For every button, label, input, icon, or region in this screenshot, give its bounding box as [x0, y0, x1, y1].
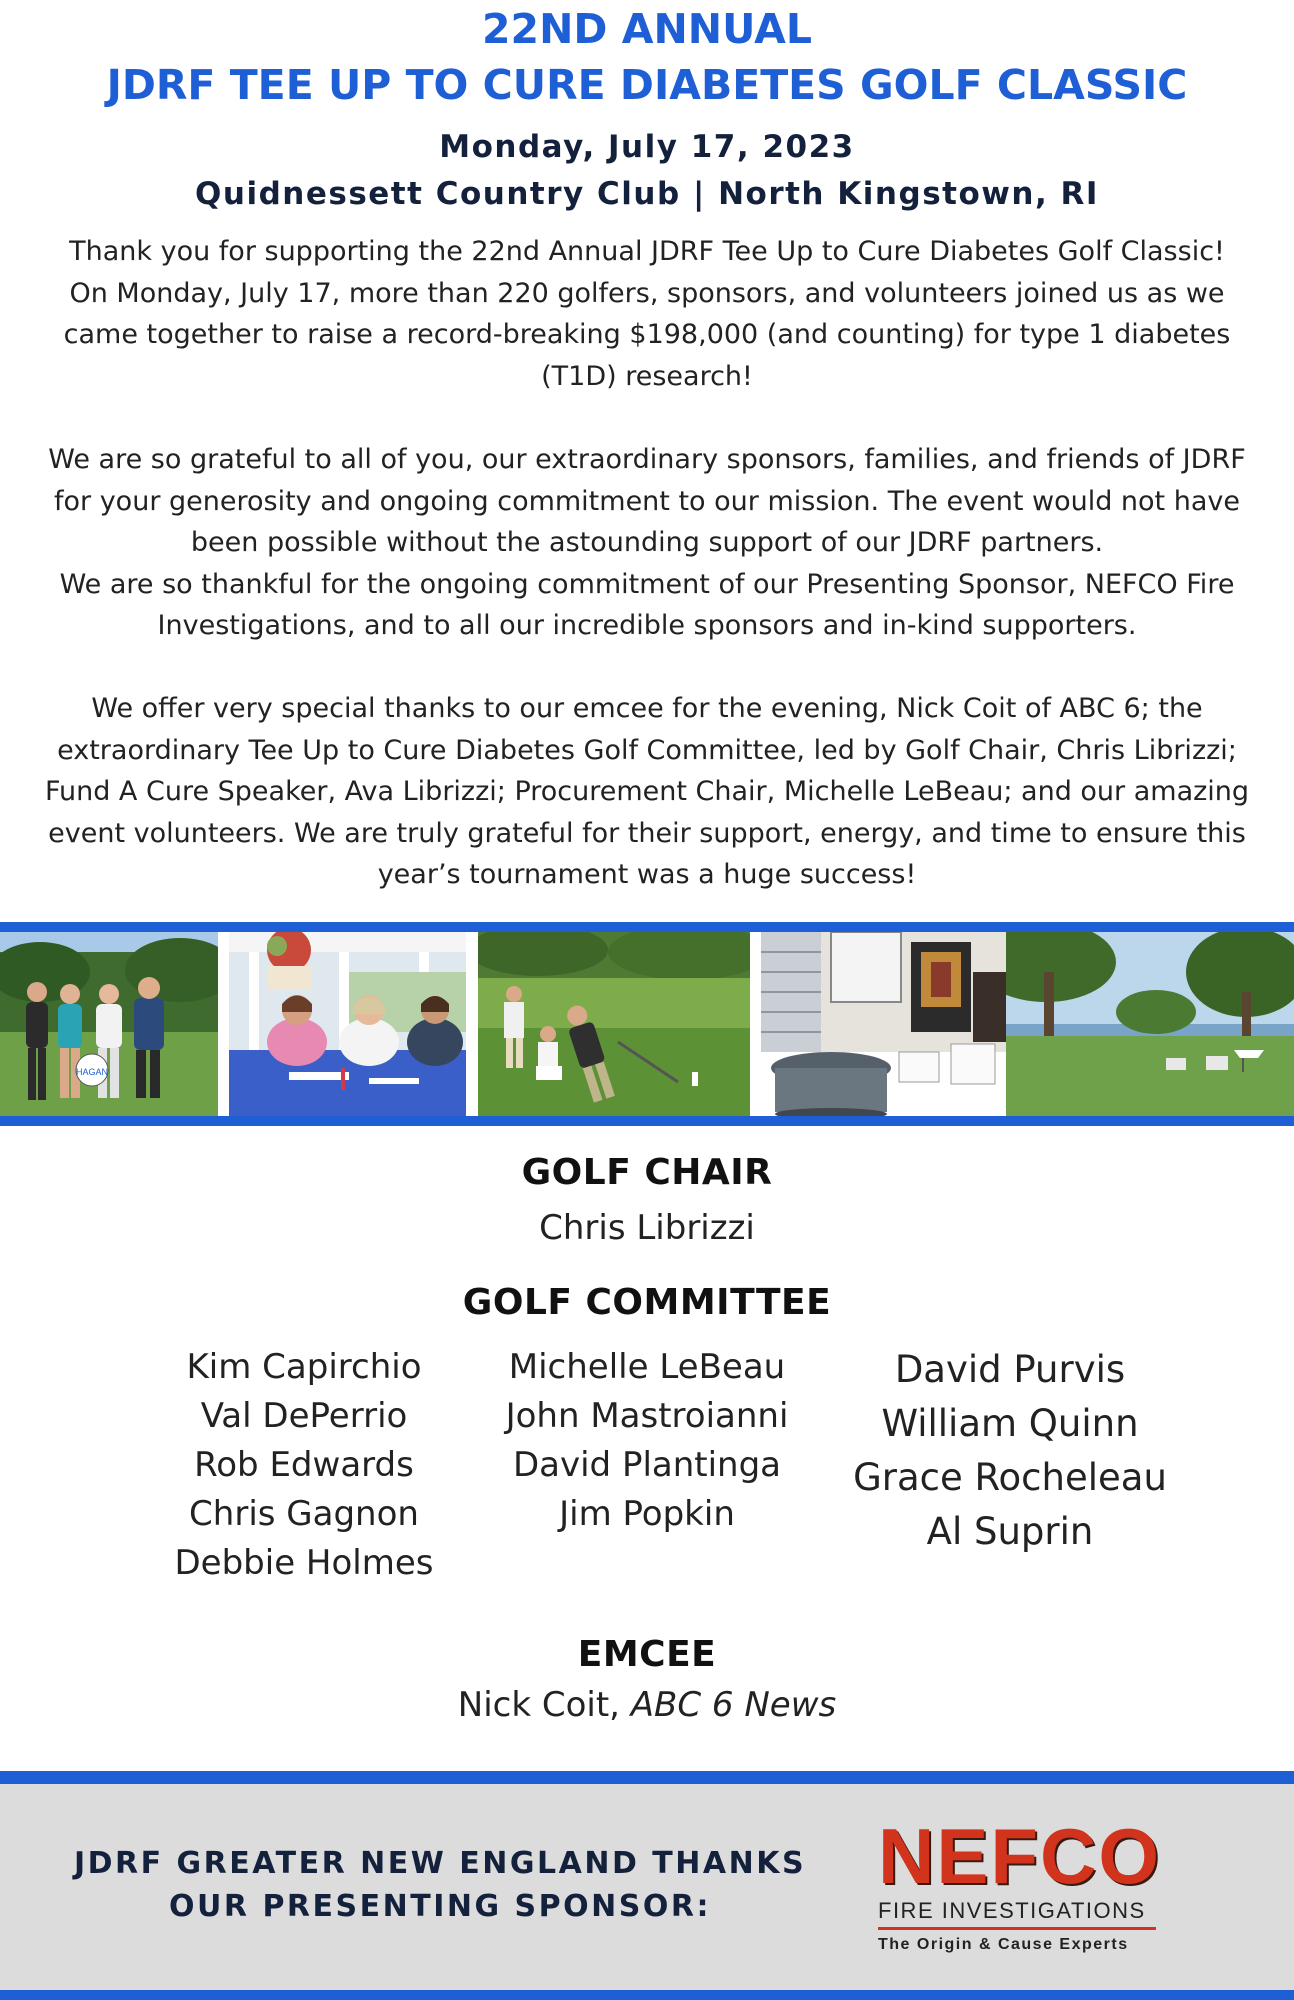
event-date: Monday, July 17, 2023 — [439, 129, 855, 165]
photo-golfers-group — [0, 932, 218, 1116]
golf-committee-heading: GOLF COMMITTEE — [462, 1282, 832, 1323]
emcee-outlet: ABC 6 News — [630, 1685, 837, 1725]
nefco-logo — [878, 1812, 1168, 1960]
intro-paragraph — [0, 231, 1294, 397]
text-line: for your generosity and ongoing commitment to our mission. The event would not have — [54, 485, 1240, 517]
committee-member: David Purvis — [894, 1348, 1126, 1391]
committee-member: Al Suprin — [926, 1510, 1094, 1553]
emcee-heading: EMCEE — [577, 1634, 717, 1675]
committee-member: Chris Gagnon — [189, 1494, 419, 1534]
committee-member: William Quinn — [881, 1402, 1139, 1445]
text-line: We are so thankful for the ongoing commitment of our Presenting Sponsor, NEFCO Fire — [59, 568, 1235, 600]
sponsor-thanks — [60, 1842, 820, 1928]
committee-column-3 — [840, 1343, 1180, 1559]
event-venue: Quidnessett Country Club | North Kingstown, RI — [195, 176, 1099, 212]
text-line: extraordinary Tee Up to Cure Diabetes Golf Committee, led by Golf Chair, Chris Librizzi; — [57, 734, 1237, 766]
committee-member: Kim Capirchio — [186, 1347, 422, 1387]
golf-chair-name: Chris Librizzi — [539, 1208, 755, 1248]
text-line: On Monday, July 17, more than 220 golfers, sponsors, and volunteers joined us as we — [69, 277, 1225, 309]
text-line: We are so grateful to all of you, our extraordinary sponsors, families, and friends of JDRF — [48, 444, 1246, 475]
thanks-line-1: JDRF GREATER NEW ENGLAND THANKS — [73, 1846, 807, 1881]
nefco-logo-sub: FIRE INVESTIGATIONS — [878, 1898, 1156, 1930]
text-line: came together to raise a record-breaking $198,000 (and counting) for type 1 diabetes — [63, 319, 1231, 350]
committee-member: David Plantinga — [512, 1445, 782, 1485]
text-line: Investigations, and to all our incredible sponsors and in-kind supporters. — [157, 610, 1137, 641]
title-line-2: JDRF TEE UP TO CURE DIABETES GOLF CLASSIC — [106, 61, 1188, 109]
emcee-name: Nick Coit, — [457, 1685, 631, 1725]
text-line: Thank you for supporting the 22nd Annual JDRF Tee Up to Cure Diabetes Golf Classic! — [69, 236, 1225, 267]
committee-column-2 — [487, 1343, 807, 1539]
committee-member: Val DePerrio — [200, 1396, 408, 1436]
text-line: (T1D) research! — [541, 360, 753, 392]
hagan-sign: HAGAN — [75, 1067, 109, 1077]
text-line: been possible without the astounding support of our JDRF partners. — [190, 527, 1104, 558]
photo-auction-items — [761, 932, 1006, 1116]
emcee-line — [0, 1685, 1294, 1725]
committee-column-1 — [154, 1343, 454, 1588]
photo-strip — [0, 922, 1294, 1126]
footer-bottom-rule — [0, 1990, 1294, 2000]
special-thanks-paragraph — [0, 688, 1294, 896]
golf-chair-heading: GOLF CHAIR — [521, 1152, 773, 1193]
photo-golf-swing — [478, 932, 750, 1116]
committee-member: John Mastroianni — [505, 1396, 789, 1436]
text-line: We offer very special thanks to our emcee for the evening, Nick Coit of ABC 6; the — [91, 693, 1203, 724]
footer-top-rule — [0, 1771, 1294, 1784]
nefco-logo-name: NEFCO — [878, 1812, 1161, 1900]
committee-member: Michelle LeBeau — [508, 1347, 786, 1387]
committee-member: Jim Popkin — [559, 1494, 735, 1534]
text-line: year’s tournament was a huge success! — [377, 859, 917, 890]
photo-volunteers-table — [229, 932, 466, 1116]
gratitude-paragraph — [0, 439, 1294, 647]
text-line: Fund A Cure Speaker, Ava Librizzi; Procurement Chair, Michelle LeBeau; and our amazing — [44, 776, 1250, 807]
photo-course-landscape — [1006, 932, 1294, 1116]
thanks-line-2: OUR PRESENTING SPONSOR: — [169, 1889, 711, 1924]
committee-member: Grace Rocheleau — [853, 1456, 1167, 1499]
nefco-logo-tagline: The Origin & Cause Experts — [878, 1936, 1129, 1953]
title-line-1: 22ND ANNUAL — [482, 5, 812, 53]
committee-member: Debbie Holmes — [174, 1543, 434, 1583]
committee-member: Rob Edwards — [194, 1445, 414, 1485]
text-line: event volunteers. We are truly grateful for their support, energy, and time to ensure this — [48, 817, 1246, 849]
sponsor-footer — [0, 1784, 1294, 1990]
